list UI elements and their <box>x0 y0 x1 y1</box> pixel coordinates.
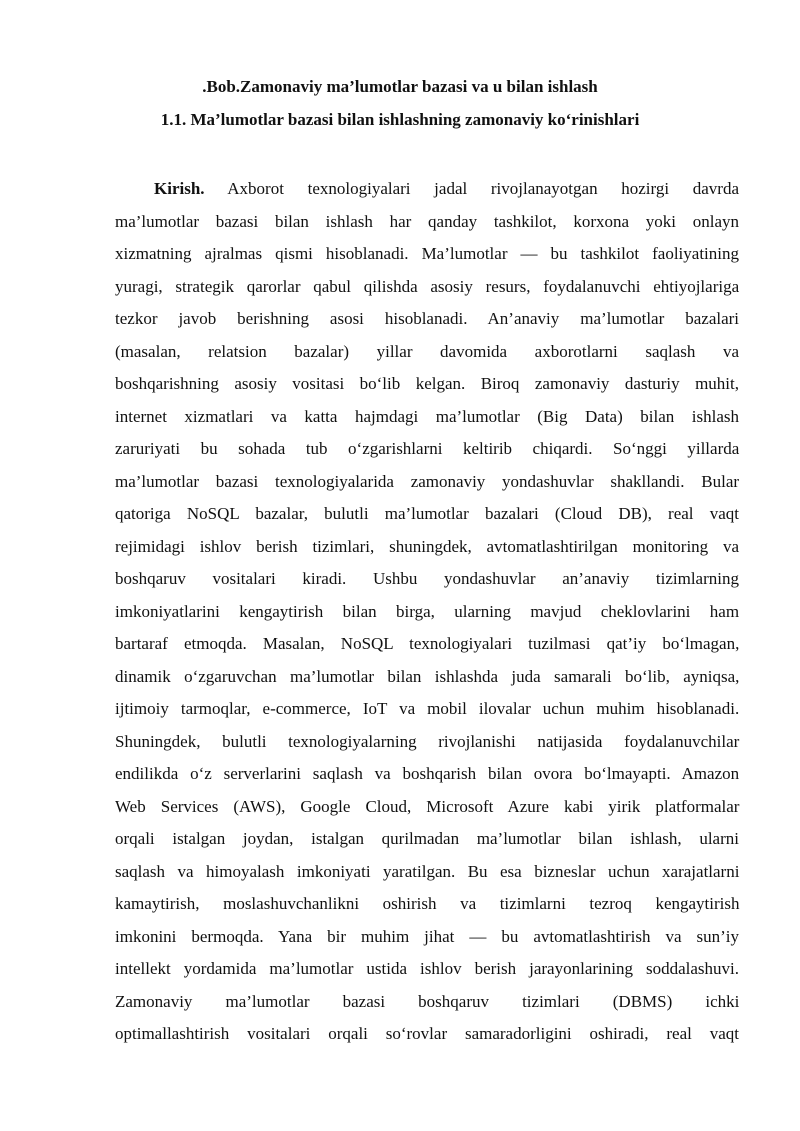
paragraph-line: ma’lumotlar bazasi texnologiyalarida zamonaviy yondashuvlar shakllandi. Bular <box>115 471 740 491</box>
paragraph-line: rejimidagi ishlov berish tizimlari, shuningdek, avtomatlashtirilgan monitoring va <box>115 536 740 556</box>
paragraph-line: dinamik o‘zgaruvchan ma’lumotlar bilan ishlashda juda samarali bo‘lib, ayniqsa, <box>115 666 740 686</box>
paragraph-line: boshqarishning asosiy vositasi bo‘lib kelgan. Biroq zamonaviy dasturiy muhit, <box>115 374 739 393</box>
paragraph-line: (masalan, relatsion bazalar) yillar davomida axborotlarni saqlash va <box>115 341 739 361</box>
paragraph-line: zaruriyati bu sohada tub o‘zgarishlarni keltirib chiqardi. So‘nggi yillarda <box>115 439 740 458</box>
paragraph-line: bartaraf etmoqda. Masalan, NoSQL texnologiyalari tuzilmasi qat’iy bo‘lmagan, <box>115 634 740 653</box>
paragraph-line: saqlash va himoyalash imkoniyati yaratilgan. Bu esa bizneslar uchun xarajatlarni <box>115 861 740 881</box>
paragraph-line: ma’lumotlar bazasi bilan ishlash har qanday tashkilot, korxona yoki onlayn <box>115 211 739 231</box>
paragraph-line: endilikda o‘z serverlarini saqlash va boshqarish bilan ovora bo‘lmayapti. Amazon <box>115 764 740 783</box>
paragraph-line <box>115 173 739 206</box>
chapter-heading: .Bob.Zamonaviy ma’lumotlar bazasi va u bilan ishlash <box>202 77 598 96</box>
paragraph-line: tezkor javob berishning asosi hisoblanadi. An’anaviy ma’lumotlar bazalari <box>115 309 740 328</box>
paragraph-line: Zamonaviy ma’lumotlar bazasi boshqaruv tizimlari (DBMS) ichki <box>115 991 740 1011</box>
section-heading: 1.1. Ma’lumotlar bazasi bilan ishlashning zamonaviy ko‘rinishlari <box>160 110 640 129</box>
paragraph-line: intellekt yordamida ma’lumotlar ustida ishlov berish jarayonlarining soddalashuvi. <box>115 959 739 978</box>
paragraph-line: yuragi, strategik qarorlar qabul qilishda asosiy resurs, foydalanuvchi ehtiyojlariga <box>115 276 740 296</box>
paragraph-line: imkoniyatlarini kengaytirish bilan birga, ularning mavjud cheklovlarini ham <box>115 601 740 621</box>
paragraph-line: optimallashtirish vositalari orqali so‘rovlar samaradorligini oshiradi, real vaqt <box>115 1024 739 1043</box>
body-paragraph <box>115 173 739 1051</box>
paragraph-line: internet xizmatlari va katta hajmdagi ma’lumotlar (Big Data) bilan ishlash <box>115 406 739 426</box>
paragraph-line: Shuningdek, bulutli texnologiyalarning rivojlanishi natijasida foydalanuvchilar <box>115 731 740 751</box>
paragraph-line: boshqaruv vositalari kiradi. Ushbu yondashuvlar an’anaviy tizimlarning <box>115 569 739 588</box>
paragraph-line: orqali istalgan joydan, istalgan qurilmadan ma’lumotlar bilan ishlash, ularni <box>115 829 739 848</box>
paragraph-line: xizmatning ajralmas qismi hisoblanadi. Ma’lumotlar — bu tashkilot faoliyatining <box>115 244 739 263</box>
paragraph-line-text: Axborot texnologiyalari jadal rivojlanayotgan hozirgi davrda <box>204 179 739 198</box>
paragraph-line: ijtimoiy tarmoqlar, e-commerce, IoT va mobil ilovalar uchun muhim hisoblanadi. <box>115 699 740 718</box>
paragraph-line: imkonini bermoqda. Yana bir muhim jihat — bu avtomatlashtirish va sun’iy <box>115 926 739 946</box>
paragraph-line: kamaytirish, moslashuvchanlikni oshirish va tizimlarni tezroq kengaytirish <box>115 894 740 913</box>
paragraph-line: Web Services (AWS), Google Cloud, Microsoft Azure kabi yirik platformalar <box>115 796 740 816</box>
lead-word: Kirish. <box>154 179 205 198</box>
paragraph-line: qatoriga NoSQL bazalar, bulutli ma’lumotlar bazalari (Cloud DB), real vaqt <box>115 504 739 523</box>
